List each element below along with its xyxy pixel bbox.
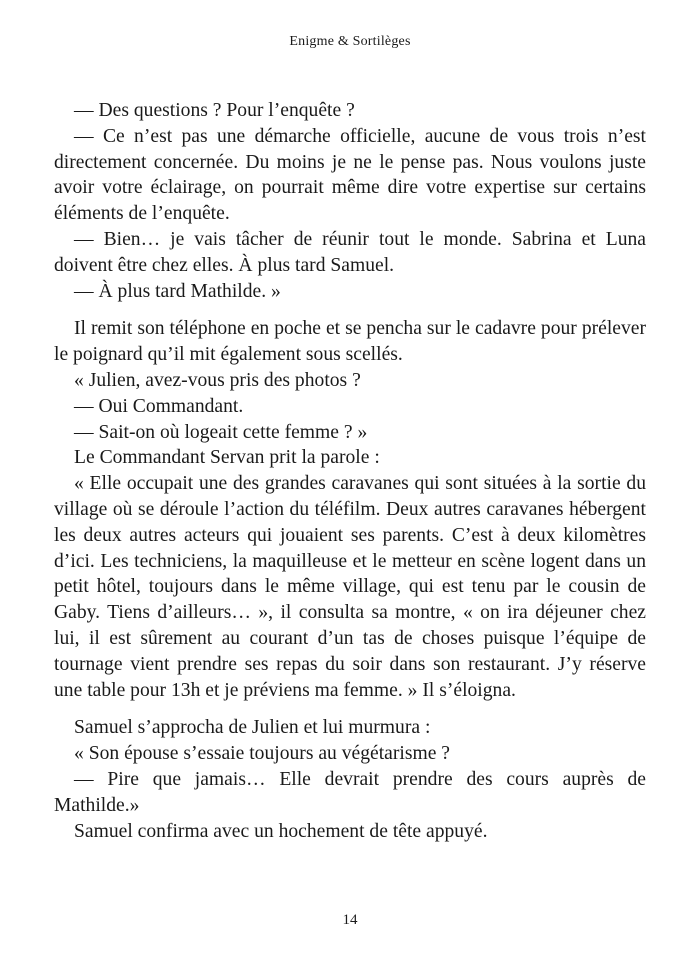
- running-title: Enigme & Sortilèges: [289, 34, 411, 49]
- dialogue-line: — Oui Commandant.: [74, 395, 244, 417]
- dialogue-line: — Pire que jamais… Elle devrait prendre des cours auprès de Mathilde.»: [54, 768, 646, 816]
- narration-paragraph: Le Commandant Servan prit la parole :: [74, 447, 380, 469]
- dialogue-paragraph: « Elle occupait une des grandes caravanes qui sont situées à la sortie du village où se déroule l’action du téléfilm. Deux autres caravanes hébergent les deux autres acteurs qui jouaient ses parents. C’est à deux kilomètres d’ici. Les techniciens, la maquilleuse et le metteur en scène logent dans un petit hôtel, toujours dans le même village, qui est tenu par le cousin de Gaby. Tiens d’ailleurs… », il consulta sa montre, « on ira déjeuner chez lui, il est sûrement au courant d’un tas de choses puisque l’équipe de tournage vient prendre ses repas du soir dans son restaurant. J’y réserve une table pour 13h et je préviens ma femme. » Il s’éloigna.: [54, 473, 646, 701]
- narration-paragraph: Samuel confirma avec un hochement de tête appuyé.: [74, 820, 488, 842]
- narration-paragraph: Il remit son téléphone en poche et se pencha sur le cadavre pour prélever le poignard qu’il mit également sous scellés.: [54, 318, 646, 366]
- page-body: [54, 98, 646, 844]
- dialogue-line: — Ce n’est pas une démarche officielle, aucune de vous trois n’est directement concernée. Du moins je ne le pense pas. Nous voulons juste avoir votre éclairage, on pourrait même dire votre expertise sur certains éléments de l’enquête.: [54, 125, 646, 225]
- page-number: 14: [342, 912, 358, 928]
- dialogue-line: — Des questions ? Pour l’enquête ?: [74, 100, 355, 121]
- dialogue-line: — Sait-on où logeait cette femme ? »: [74, 421, 368, 443]
- dialogue-line: « Julien, avez-vous pris des photos ?: [74, 369, 361, 391]
- narration-paragraph: Samuel s’approcha de Julien et lui murmura :: [74, 717, 431, 739]
- dialogue-line: « Son épouse s’essaie toujours au végétarisme ?: [74, 743, 450, 765]
- dialogue-line: — Bien… je vais tâcher de réunir tout le monde. Sabrina et Luna doivent être chez elles. À plus tard Samuel.: [54, 228, 646, 276]
- dialogue-line: — À plus tard Mathilde. »: [74, 280, 281, 302]
